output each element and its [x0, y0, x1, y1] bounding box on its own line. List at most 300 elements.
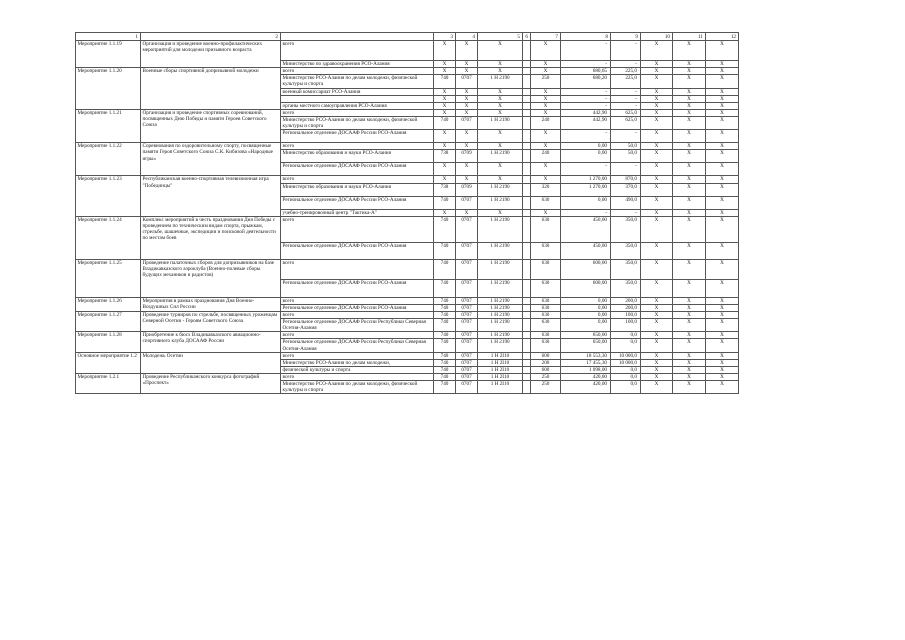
- code-cell: 0707: [456, 359, 478, 366]
- code-cell: 1 Н 2190: [478, 279, 523, 297]
- code-cell: X: [531, 109, 561, 116]
- code-cell: 630: [531, 216, 561, 242]
- responsible-executor: учебно-тренировочный центр "Тактика-А": [281, 209, 434, 216]
- responsible-executor: всего: [281, 176, 434, 183]
- code-cell: 740: [434, 196, 456, 209]
- amount-cell: 50,0: [611, 150, 641, 163]
- column-number: 8: [561, 33, 611, 41]
- responsible-executor: всего: [281, 297, 434, 304]
- code-cell: X: [641, 366, 673, 373]
- code-cell: X: [673, 297, 706, 304]
- amount-cell: 650,00: [561, 332, 611, 339]
- code-cell: X: [706, 216, 739, 242]
- code-cell: X: [641, 311, 673, 318]
- code-cell: X: [706, 332, 739, 339]
- code-cell: X: [434, 61, 456, 68]
- code-cell: 1 Н 2190: [478, 319, 523, 332]
- code-cell: X: [673, 366, 706, 373]
- table-row: [76, 68, 739, 75]
- code-cell: X: [673, 332, 706, 339]
- table-row: [76, 216, 739, 242]
- code-cell: [523, 41, 531, 61]
- responsible-executor: всего: [281, 374, 434, 381]
- responsible-executor: Региональное отделение ДОСААФ России РСО-Алания: [281, 304, 434, 311]
- amount-cell: 200,0: [611, 297, 641, 304]
- code-cell: X: [706, 150, 739, 163]
- code-cell: X: [531, 163, 561, 176]
- code-cell: X: [641, 304, 673, 311]
- code-cell: 740: [434, 339, 456, 352]
- code-cell: X: [673, 209, 706, 216]
- code-cell: 1 Н 2190: [478, 304, 523, 311]
- table-row: [76, 332, 739, 339]
- code-cell: [523, 68, 531, 75]
- code-cell: X: [706, 339, 739, 352]
- measure-name: Проведение турниров по стрельбе, посвященных уроженцам Северной Осетии - Героям Советского Союза: [141, 311, 281, 331]
- amount-cell: 0,00: [561, 143, 611, 150]
- code-cell: X: [706, 61, 739, 68]
- amount-cell: 17 455,30: [561, 359, 611, 366]
- code-cell: X: [641, 95, 673, 102]
- code-cell: 740: [434, 381, 456, 394]
- code-cell: X: [706, 109, 739, 116]
- amount-cell: 200,0: [611, 304, 641, 311]
- amount-cell: 0,0: [611, 332, 641, 339]
- code-cell: X: [673, 339, 706, 352]
- code-cell: X: [673, 242, 706, 259]
- code-cell: X: [434, 209, 456, 216]
- code-cell: X: [456, 209, 478, 216]
- responsible-executor: Региональное отделение ДОСААФ России Республики Северная Осетия-Алания: [281, 339, 434, 352]
- code-cell: X: [673, 279, 706, 297]
- code-cell: 0707: [456, 279, 478, 297]
- code-cell: [523, 279, 531, 297]
- code-cell: X: [673, 196, 706, 209]
- responsible-executor: всего: [281, 332, 434, 339]
- responsible-executor: всего: [281, 311, 434, 318]
- code-cell: X: [641, 374, 673, 381]
- amount-cell: 0,0: [611, 381, 641, 394]
- code-cell: X: [706, 209, 739, 216]
- column-number: 12: [706, 33, 739, 41]
- measure-code: Мероприятие 1.1.21: [76, 109, 141, 142]
- code-cell: 250: [531, 75, 561, 88]
- amount-cell: 420,00: [561, 374, 611, 381]
- code-cell: 630: [531, 339, 561, 352]
- amount-cell: 0,00: [561, 311, 611, 318]
- code-cell: X: [434, 143, 456, 150]
- column-number: 6: [523, 33, 531, 41]
- code-cell: 1 Н 2190: [478, 75, 523, 88]
- code-cell: X: [673, 117, 706, 130]
- code-cell: X: [641, 61, 673, 68]
- responsible-executor: Региональное отделение ДОСААФ России Республики Северная Осетия-Алания: [281, 319, 434, 332]
- code-cell: 0707: [456, 75, 478, 88]
- code-cell: X: [706, 68, 739, 75]
- amount-cell: -: [611, 41, 641, 61]
- code-cell: 0707: [456, 381, 478, 394]
- code-cell: 630: [531, 259, 561, 279]
- code-cell: X: [641, 117, 673, 130]
- code-cell: X: [641, 332, 673, 339]
- code-cell: X: [641, 196, 673, 209]
- amount-cell: -: [611, 102, 641, 109]
- code-cell: X: [531, 143, 561, 150]
- responsible-executor: физической культуры и спорта: [281, 366, 434, 373]
- code-cell: X: [434, 95, 456, 102]
- responsible-executor: всего: [281, 216, 434, 242]
- amount-cell: 225,0: [611, 68, 641, 75]
- amount-cell: 350,0: [611, 242, 641, 259]
- amount-cell: 1 098,00: [561, 366, 611, 373]
- code-cell: [523, 102, 531, 109]
- code-cell: [523, 366, 531, 373]
- program-table: [75, 32, 739, 394]
- amount-cell: 600,00: [561, 279, 611, 297]
- code-cell: 250: [531, 381, 561, 394]
- code-cell: X: [434, 163, 456, 176]
- code-cell: X: [706, 41, 739, 61]
- code-cell: 0707: [456, 304, 478, 311]
- code-cell: X: [706, 176, 739, 183]
- code-cell: X: [673, 304, 706, 311]
- code-cell: X: [531, 102, 561, 109]
- code-cell: 600: [531, 366, 561, 373]
- code-cell: 740: [434, 279, 456, 297]
- table-body: [76, 33, 739, 394]
- code-cell: [523, 130, 531, 143]
- code-cell: X: [478, 143, 523, 150]
- code-cell: 1 Н 2190: [478, 311, 523, 318]
- code-cell: 740: [434, 319, 456, 332]
- table-row: [76, 297, 739, 304]
- code-cell: 1 Н 2I10: [478, 374, 523, 381]
- code-cell: X: [531, 176, 561, 183]
- code-cell: [523, 196, 531, 209]
- amount-cell: 490,0: [611, 196, 641, 209]
- amount-cell: 350,0: [611, 279, 641, 297]
- amount-cell: -: [561, 209, 611, 216]
- code-cell: X: [673, 381, 706, 394]
- code-cell: 1 Н 2190: [478, 117, 523, 130]
- code-cell: 1 Н 2I10: [478, 352, 523, 359]
- amount-cell: -: [611, 88, 641, 95]
- amount-cell: 10 000,0: [611, 359, 641, 366]
- column-number: 11: [673, 33, 706, 41]
- amount-cell: 600,00: [561, 259, 611, 279]
- code-cell: X: [673, 216, 706, 242]
- measure-name: Организация и проведение военно-профилактических мероприятий для молодежи призывного возраста: [141, 41, 281, 68]
- code-cell: 630: [531, 297, 561, 304]
- code-cell: 740: [434, 359, 456, 366]
- code-cell: 0707: [456, 297, 478, 304]
- code-cell: [523, 311, 531, 318]
- code-cell: 0707: [456, 366, 478, 373]
- code-cell: [523, 75, 531, 88]
- measure-name: Организация и проведение спортивных соревнований, посвященных Дню Победы и памяти Героев Советского Союза: [141, 109, 281, 142]
- amount-cell: -: [561, 61, 611, 68]
- code-cell: X: [531, 209, 561, 216]
- code-cell: X: [706, 279, 739, 297]
- code-cell: X: [478, 41, 523, 61]
- amount-cell: 100,0: [611, 319, 641, 332]
- code-cell: 240: [531, 150, 561, 163]
- code-cell: 250: [531, 374, 561, 381]
- amount-cell: -: [561, 163, 611, 176]
- code-cell: X: [673, 150, 706, 163]
- code-cell: [523, 242, 531, 259]
- column-number-row: [76, 33, 739, 41]
- amount-cell: 0,00: [561, 304, 611, 311]
- code-cell: X: [706, 102, 739, 109]
- code-cell: X: [456, 109, 478, 116]
- code-cell: [523, 95, 531, 102]
- code-cell: X: [673, 259, 706, 279]
- code-cell: 1 Н 2190: [478, 196, 523, 209]
- code-cell: 740: [434, 75, 456, 88]
- responsible-executor: Региональное отделение ДОСААФ России РСО-Алания: [281, 130, 434, 143]
- code-cell: 0707: [456, 339, 478, 352]
- code-cell: X: [531, 130, 561, 143]
- code-cell: 1 Н 2190: [478, 339, 523, 352]
- code-cell: X: [478, 102, 523, 109]
- code-cell: X: [531, 95, 561, 102]
- column-number: 9: [611, 33, 641, 41]
- code-cell: 320: [531, 183, 561, 196]
- code-cell: X: [641, 143, 673, 150]
- code-cell: X: [641, 150, 673, 163]
- amount-cell: -: [611, 209, 641, 216]
- code-cell: X: [673, 102, 706, 109]
- code-cell: X: [641, 297, 673, 304]
- code-cell: X: [706, 311, 739, 318]
- code-cell: X: [641, 339, 673, 352]
- amount-cell: 0,0: [611, 374, 641, 381]
- code-cell: X: [641, 163, 673, 176]
- code-cell: X: [456, 176, 478, 183]
- measure-code: Мероприятие 1.1.24: [76, 216, 141, 259]
- code-cell: [523, 319, 531, 332]
- amount-cell: 50,0: [611, 143, 641, 150]
- code-cell: X: [706, 242, 739, 259]
- measure-name: Проведение Республиканского конкурса фотографий «Проспект»: [141, 374, 281, 394]
- code-cell: X: [434, 109, 456, 116]
- code-cell: [523, 359, 531, 366]
- measure-code: Мероприятие 1.1.22: [76, 143, 141, 176]
- code-cell: [523, 183, 531, 196]
- code-cell: X: [641, 216, 673, 242]
- code-cell: 0707: [456, 216, 478, 242]
- column-number: 4: [456, 33, 478, 41]
- code-cell: X: [478, 209, 523, 216]
- amount-cell: 870,0: [611, 176, 641, 183]
- code-cell: 740: [434, 297, 456, 304]
- measure-code: Мероприятие 1.2.1: [76, 374, 141, 394]
- code-cell: X: [478, 130, 523, 143]
- code-cell: 0707: [456, 311, 478, 318]
- code-cell: X: [456, 130, 478, 143]
- responsible-executor: Министерство РСО-Алания по делам молодежи, физической культуры и спорта: [281, 381, 434, 394]
- code-cell: X: [673, 41, 706, 61]
- responsible-executor: Министерство РСО-Алания по делам молодежи, физической культуры и спорта: [281, 117, 434, 130]
- responsible-executor: всего: [281, 352, 434, 359]
- code-cell: X: [673, 109, 706, 116]
- code-cell: 1 Н 2190: [478, 297, 523, 304]
- code-cell: 1 Н 2I10: [478, 359, 523, 366]
- code-cell: [523, 117, 531, 130]
- code-cell: [523, 374, 531, 381]
- code-cell: 740: [434, 117, 456, 130]
- code-cell: X: [673, 143, 706, 150]
- code-cell: X: [456, 102, 478, 109]
- code-cell: 200: [531, 359, 561, 366]
- measure-code: Основное мероприятие 1.2: [76, 352, 141, 373]
- table-row: [76, 374, 739, 381]
- code-cell: X: [673, 75, 706, 88]
- code-cell: 0707: [456, 374, 478, 381]
- amount-cell: 442,90: [561, 117, 611, 130]
- code-cell: X: [673, 352, 706, 359]
- amount-cell: 350,0: [611, 216, 641, 242]
- column-number: 3: [434, 33, 456, 41]
- code-cell: X: [641, 183, 673, 196]
- code-cell: [523, 209, 531, 216]
- code-cell: 1 Н 2I10: [478, 381, 523, 394]
- code-cell: [523, 150, 531, 163]
- code-cell: [523, 297, 531, 304]
- code-cell: 740: [434, 304, 456, 311]
- code-cell: [523, 109, 531, 116]
- code-cell: X: [673, 95, 706, 102]
- code-cell: 630: [531, 242, 561, 259]
- responsible-executor: всего: [281, 41, 434, 61]
- code-cell: 240: [531, 117, 561, 130]
- code-cell: X: [641, 352, 673, 359]
- code-cell: [523, 381, 531, 394]
- code-cell: 740: [434, 216, 456, 242]
- measure-name: Соревнования по оздоровительному спорту, посвященные памяти Героя Советского Союза С.К. Кибизова «Народные игры»: [141, 143, 281, 176]
- code-cell: 0707: [456, 259, 478, 279]
- responsible-executor: [281, 95, 434, 102]
- code-cell: [523, 339, 531, 352]
- code-cell: X: [531, 68, 561, 75]
- code-cell: X: [673, 68, 706, 75]
- code-cell: 630: [531, 319, 561, 332]
- code-cell: X: [706, 352, 739, 359]
- code-cell: 1 Н 2190: [478, 242, 523, 259]
- responsible-executor: всего: [281, 143, 434, 150]
- code-cell: X: [456, 41, 478, 61]
- code-cell: 0707: [456, 352, 478, 359]
- code-cell: 630: [531, 279, 561, 297]
- amount-cell: -: [611, 95, 641, 102]
- code-cell: 740: [434, 352, 456, 359]
- measure-name: Приобретение к бюсх Владикавказского авиационно-спортивного клуба ДОСААФ России: [141, 332, 281, 352]
- code-cell: 740: [434, 311, 456, 318]
- code-cell: X: [434, 102, 456, 109]
- measure-code: Мероприятие 1.1.25: [76, 259, 141, 297]
- column-number: [281, 33, 434, 41]
- amount-cell: -: [561, 41, 611, 61]
- code-cell: X: [641, 242, 673, 259]
- code-cell: X: [456, 143, 478, 150]
- code-cell: 740: [434, 259, 456, 279]
- code-cell: X: [673, 163, 706, 176]
- column-number: 10: [641, 33, 673, 41]
- amount-cell: 225,0: [611, 75, 641, 88]
- code-cell: X: [478, 95, 523, 102]
- column-number: 5: [478, 33, 523, 41]
- code-cell: X: [478, 88, 523, 95]
- code-cell: 1 Н 2I10: [478, 366, 523, 373]
- amount-cell: 18 553,30: [561, 352, 611, 359]
- code-cell: [523, 332, 531, 339]
- code-cell: X: [641, 209, 673, 216]
- code-cell: X: [531, 41, 561, 61]
- column-number: 2: [141, 33, 281, 41]
- column-number: 7: [531, 33, 561, 41]
- responsible-executor: военный комиссариат РСО-Алания: [281, 88, 434, 95]
- amount-cell: -: [611, 163, 641, 176]
- code-cell: X: [706, 319, 739, 332]
- code-cell: 1 Н 2190: [478, 183, 523, 196]
- responsible-executor: Министерство образования и науки РСО-Алания: [281, 150, 434, 163]
- code-cell: X: [478, 109, 523, 116]
- code-cell: [523, 352, 531, 359]
- responsible-executor: Министерство РСО-Алания по делам молодежи,: [281, 359, 434, 366]
- code-cell: X: [641, 68, 673, 75]
- code-cell: X: [706, 163, 739, 176]
- amount-cell: 350,0: [611, 259, 641, 279]
- code-cell: X: [478, 68, 523, 75]
- code-cell: X: [434, 130, 456, 143]
- amount-cell: -: [561, 88, 611, 95]
- code-cell: 630: [531, 332, 561, 339]
- amount-cell: -: [611, 61, 641, 68]
- code-cell: X: [673, 88, 706, 95]
- code-cell: X: [706, 259, 739, 279]
- code-cell: 1 Н 2190: [478, 216, 523, 242]
- amount-cell: 450,00: [561, 216, 611, 242]
- code-cell: 0707: [456, 242, 478, 259]
- code-cell: [523, 176, 531, 183]
- code-cell: X: [456, 68, 478, 75]
- amount-cell: 370,0: [611, 183, 641, 196]
- amount-cell: -: [561, 95, 611, 102]
- code-cell: X: [706, 366, 739, 373]
- code-cell: [523, 143, 531, 150]
- amount-cell: 0,00: [561, 319, 611, 332]
- code-cell: X: [641, 109, 673, 116]
- amount-cell: 100,0: [611, 311, 641, 318]
- code-cell: X: [478, 163, 523, 176]
- amount-cell: 442,90: [561, 109, 611, 116]
- measure-name: Комплекс мероприятий в честь празднования Дня Победы с проведением по техническим видам спорта, прыжкам, стрельбе, шашечные, экспедиции и поисковой деятельности по местам боев: [141, 216, 281, 259]
- measure-code: Мероприятие 1.1.20: [76, 68, 141, 110]
- measure-name: Молодежь Осетии: [141, 352, 281, 373]
- responsible-executor: Региональное отделение ДОСААФ России РСО-Алания: [281, 242, 434, 259]
- measure-name: Республиканская военно-спортивная телевизионная игра "Побединцы": [141, 176, 281, 216]
- code-cell: X: [641, 279, 673, 297]
- code-cell: X: [706, 88, 739, 95]
- code-cell: X: [673, 183, 706, 196]
- code-cell: 738: [434, 183, 456, 196]
- code-cell: X: [641, 176, 673, 183]
- amount-cell: 625,0: [611, 117, 641, 130]
- code-cell: 630: [531, 304, 561, 311]
- amount-cell: 1 270,00: [561, 176, 611, 183]
- code-cell: X: [641, 88, 673, 95]
